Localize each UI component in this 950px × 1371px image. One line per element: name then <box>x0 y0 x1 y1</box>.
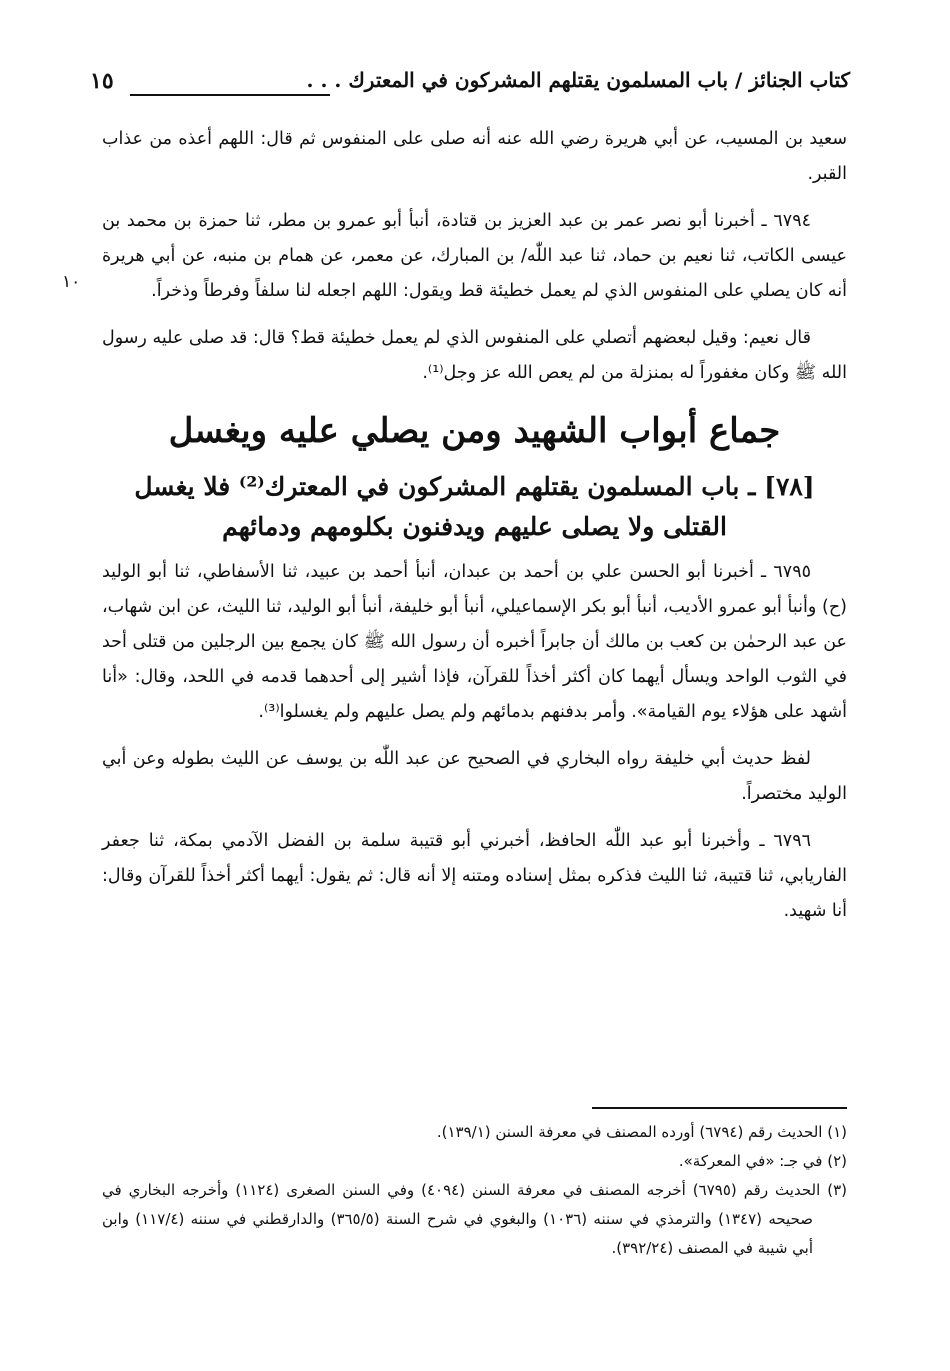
footnotes <box>102 1118 847 1263</box>
hadith-6796: ٦٧٩٦ ـ وأخبرنا أبو عبد اللّٰه الحافظ، أخبرني أبو قتيبة سلمة بن الفضل الآدمي بمكة، ثنا جعفر الفاريابي، ثنا قتيبة، ثنا الليث فذكره بمثل إسناده ومتنه إلا أنه قال: ثم يقول: أيهما أكثر أخذاً للقرآن وقال: أنا شهيد. <box>102 831 847 921</box>
main-text <box>102 122 847 941</box>
chapter-heading: [٧٨] ـ باب المسلمون يقتلهم المشركون في المعترك⁽²⁾ فلا يغسل القتلى ولا يصلى عليهم ويدفنون بكلومهم ودمائهم <box>134 472 815 541</box>
footnote-1: (١) الحديث رقم (٦٧٩٤) أورده المصنف في معرفة السنن (١٣٩/١). <box>436 1123 847 1141</box>
section-heading: جماع أبواب الشهيد ومن يصلي عليه ويغسل <box>168 411 781 451</box>
paragraph-1: سعيد بن المسيب، عن أبي هريرة رضي الله عنه أنه صلى على المنفوس ثم قال: اللهم أعذه من عذاب القبر. <box>102 129 847 184</box>
header-title: كتاب الجنائز / باب المسلمون يقتلهم المشركون في المعترك . . . <box>306 68 850 92</box>
footnote-3: (٣) الحديث رقم (٦٧٩٥) أخرجه المصنف في معرفة السنن (٤٠٩٤) وفي السنن الصغرى (١١٢٤) وأخرجه البخاري في صحيحه (١٣٤٧) والترمذي في سننه (١٠٣٦) والبغوي في شرح السنة (٣٦٥/٥) والدارقطني في سننه (١١٧/٤) وابن أبي شيبة في المصنف (٣٩٢/٢٤). <box>102 1181 847 1257</box>
margin-line-number: ١٠ <box>62 272 81 292</box>
hadith-6794: ٦٧٩٤ ـ أخبرنا أبو نصر عمر بن عبد العزيز بن قتادة، أنبأ أبو عمرو بن مطر، ثنا حمزة بن محمد بن عيسى الكاتب، ثنا نعيم بن حماد، ثنا عبد اللّٰه/ بن المبارك، عن معمر، عن همام بن منبه، عن أبي هريرة أنه كان يصلي على المنفوس الذي لم يعمل خطيئة قط ويقول: اللهم اجعله لنا سلفاً وفرطاً وذخراً. <box>102 211 847 301</box>
hadith-6795: ٦٧٩٥ ـ أخبرنا أبو الحسن علي بن أحمد بن عبدان، أنبأ أحمد بن عبيد، ثنا الأسفاطي، ثنا أبو الوليد (ح) وأنبأ أبو عمرو الأديب، أنبأ أبو بكر الإسماعيلي، أنبأ أبو خليفة، أنبأ أبو الوليد، ثنا الليث، عن ابن شهاب، عن عبد الرحمٰن بن كعب بن مالك أن جابراً أخبره أن رسول الله ﷺ كان يجمع بين الرجلين من قتلى أحد في الثوب الواحد ويسأل أيهما كان أكثر أخذاً للقرآن، فإذا أشير إلى أحدهما قدمه في اللحد، وقال: «أنا أشهد على هؤلاء يوم القيامة». وأمر بدفنهم بدمائهم ولم يصل عليهم ولم يغسلوا⁽³⁾. <box>102 562 847 722</box>
running-header <box>90 64 850 104</box>
footnote-rule <box>592 1107 847 1109</box>
paragraph-bukhari-note: لفظ حديث أبي خليفة رواه البخاري في الصحيح عن عبد اللّٰه بن يوسف عن الليث بطوله وعن أبي الوليد مختصراً. <box>102 749 847 804</box>
page-number: ١٥ <box>90 68 114 94</box>
footnote-2: (٢) في جـ: «في المعركة». <box>678 1152 847 1170</box>
header-rule <box>130 94 330 96</box>
paragraph-naim: قال نعيم: وقيل لبعضهم أتصلي على المنفوس الذي لم يعمل خطيئة قط؟ قال: قد صلى عليه رسول الله ﷺ وكان مغفوراً له بمنزلة من لم يعص الله عز وجل⁽¹⁾. <box>102 328 847 383</box>
